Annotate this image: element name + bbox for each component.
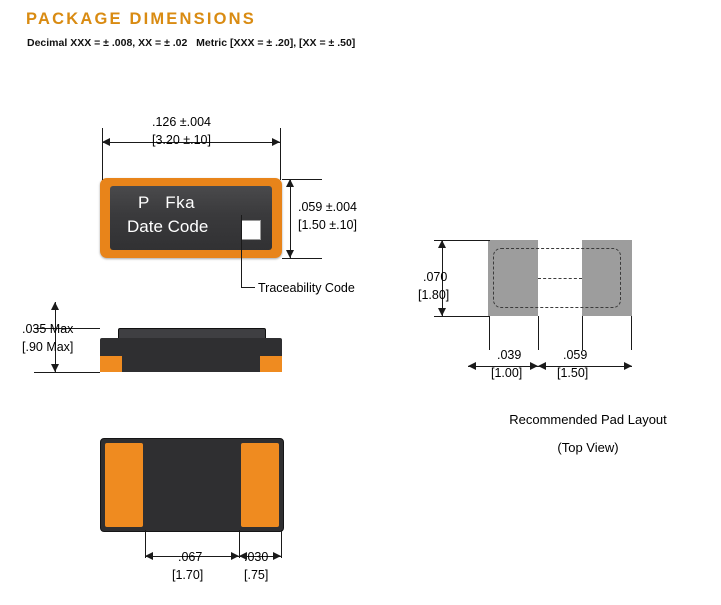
padwidth-arrow-right [273, 552, 281, 560]
traceability-leader-line [241, 215, 242, 287]
top-height-metric: [1.50 ±.10] [298, 218, 357, 232]
marking-line-1: P Fka [138, 193, 196, 212]
package-top-view [100, 178, 282, 258]
traceability-leader-foot [241, 287, 255, 288]
height-arrow-up [286, 179, 294, 187]
extension-line-padheight-bottom [434, 316, 490, 317]
bottom-gap-metric: [1.70] [172, 568, 204, 582]
traceability-code-label: Traceability Code [258, 281, 355, 295]
top-width-imperial: .126 ±.004 [152, 115, 211, 129]
marking-line-2: Date Code [127, 217, 209, 236]
extension-line-landpad-left [489, 316, 490, 350]
pad-width-imperial: .039 [497, 348, 522, 362]
landpad-gap-arrow-left [538, 362, 546, 370]
bottom-padwidth-metric: [.75] [244, 568, 269, 582]
bottom-gap-imperial: .067 [178, 550, 203, 564]
extension-line-thickness-bottom [34, 372, 100, 373]
pad-width-metric: [1.00] [491, 366, 523, 380]
extension-line-landpad-right [582, 316, 583, 350]
width-arrow-right [272, 138, 280, 146]
thickness-arrow-up [51, 302, 59, 310]
pad-gap-imperial: .059 [563, 348, 588, 362]
extension-line-top-right [280, 128, 281, 180]
height-arrow-down [286, 250, 294, 258]
page-title: PACKAGE DIMENSIONS [26, 10, 256, 28]
landpad-width-arrow-right [530, 362, 538, 370]
package-bottom-view [100, 438, 284, 532]
side-pad-right [260, 356, 282, 372]
gap-arrow-right [231, 552, 239, 560]
padheight-arrow-down [438, 308, 446, 316]
padheight-arrow-up [438, 240, 446, 248]
top-width-metric: [3.20 ±.10] [152, 133, 211, 147]
extension-line-padwidth-right [281, 530, 282, 558]
pad-height-metric: [1.80] [418, 288, 450, 302]
extension-line-landpad-mid [538, 316, 539, 350]
gap-arrow-left [145, 552, 153, 560]
package-lid [110, 186, 272, 250]
extension-line-landpad-far [631, 316, 632, 350]
extension-line-top-left [102, 128, 103, 180]
side-pad-left [100, 356, 122, 372]
tolerance-note: Decimal XXX = ± .008, XX = ± .02 Metric [XXX = ± .20], [XX = ± .50] [27, 37, 356, 49]
thickness-dimension-line [55, 302, 56, 372]
package-side-view [100, 328, 282, 372]
side-thickness-metric: [.90 Max] [22, 340, 74, 354]
pad-gap-metric: [1.50] [557, 366, 589, 380]
thickness-arrow-down [51, 364, 59, 372]
bottom-padwidth-imperial: .030 [244, 550, 269, 564]
recommended-pad-layout [488, 240, 632, 316]
extension-line-height-bottom [282, 258, 322, 259]
centerline-dashed [538, 278, 582, 279]
pad-height-imperial: .070 [423, 270, 448, 284]
bottom-pad-right [241, 443, 279, 527]
traceability-code-square [241, 220, 261, 240]
pad-layout-caption-2: (Top View) [557, 440, 619, 455]
landpad-gap-arrow-right [624, 362, 632, 370]
side-thickness-imperial: .035 Max [22, 322, 74, 336]
landpad-width-arrow-left [468, 362, 476, 370]
pad-layout-caption-1: Recommended Pad Layout [509, 412, 667, 427]
top-height-imperial: .059 ±.004 [298, 200, 357, 214]
side-body [100, 338, 282, 372]
bottom-pad-left [105, 443, 143, 527]
width-arrow-left [102, 138, 110, 146]
height-dimension-line [290, 179, 291, 258]
